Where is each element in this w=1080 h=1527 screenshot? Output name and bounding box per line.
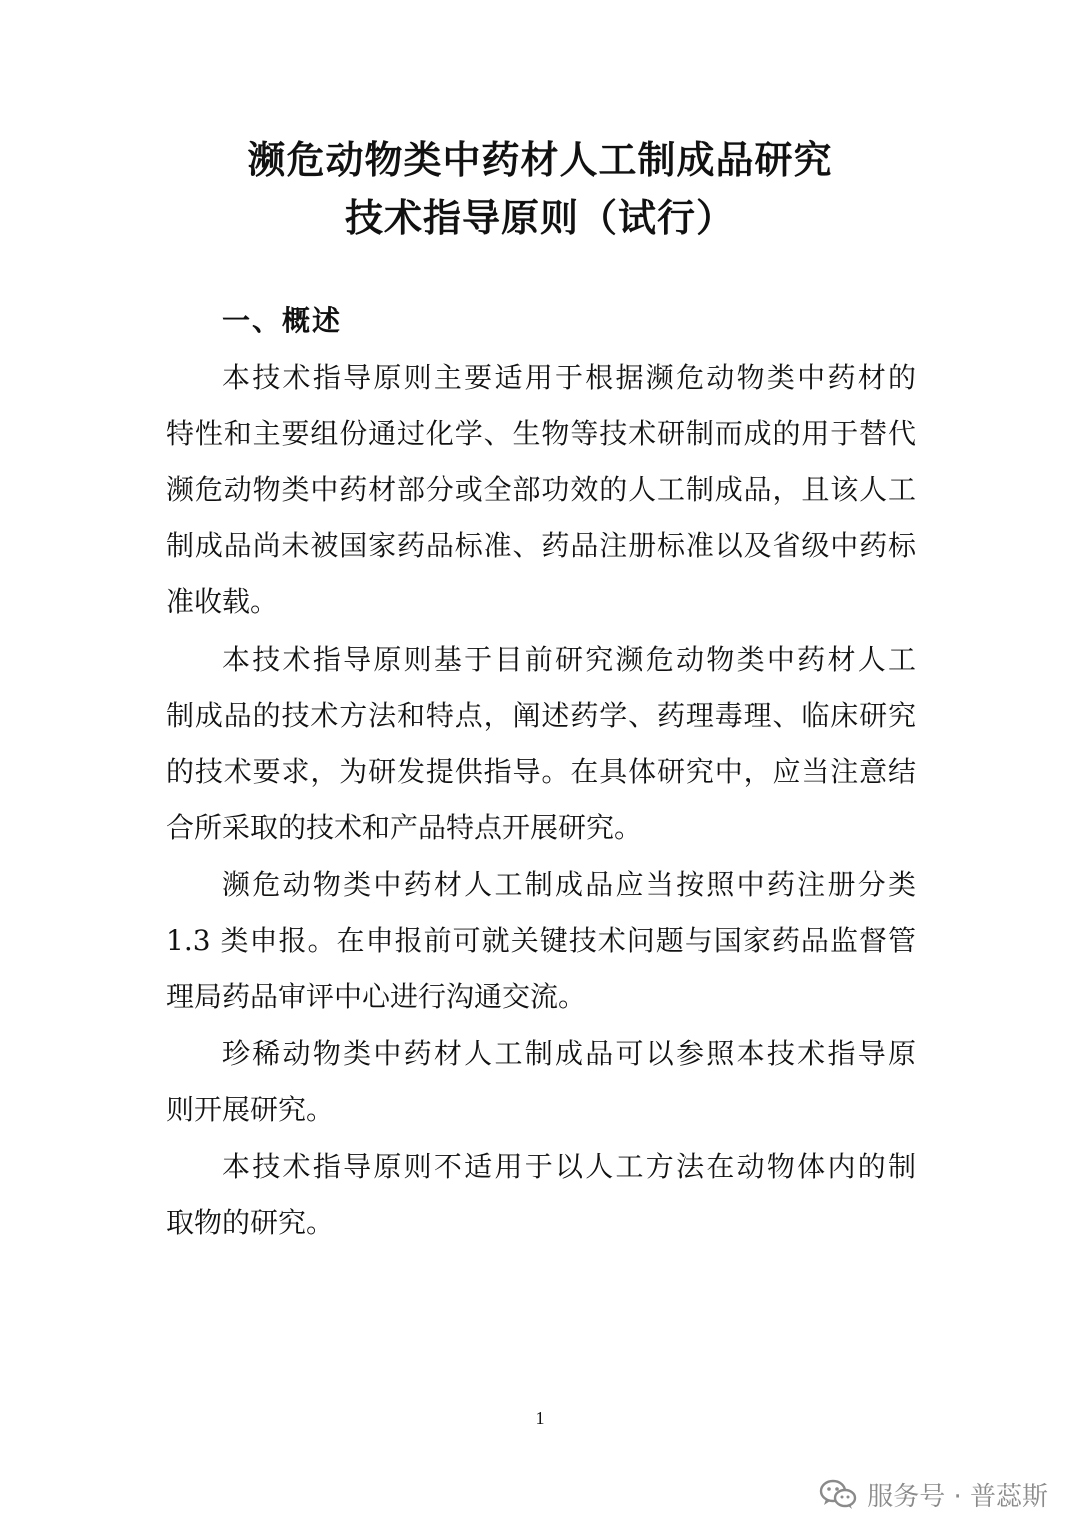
- paragraph-line: 则开展研究。: [166, 1093, 335, 1126]
- paragraph-line: 本技术指导原则不适用于以人工方法在动物体内的制: [222, 1150, 916, 1183]
- paragraph-line: 濒危动物类中药材部分或全部功效的人工制成品，且该人工: [166, 473, 916, 506]
- page-number: 1: [535, 1408, 545, 1428]
- document-title-line-2: 技术指导原则（试行）: [344, 195, 735, 240]
- paragraph-line: 取物的研究。: [166, 1206, 335, 1239]
- paragraph-line: 特性和主要组份通过化学、生物等技术研制而成的用于替代: [166, 417, 916, 450]
- section-heading: 一、概述: [222, 304, 343, 337]
- paragraph-line: 制成品尚未被国家药品标准、药品注册标准以及省级中药标: [166, 529, 916, 562]
- paragraph-line: 合所采取的技术和产品特点开展研究。: [166, 811, 643, 844]
- paragraph-line: 本技术指导原则基于目前研究濒危动物类中药材人工: [222, 643, 916, 676]
- paragraph-line: 本技术指导原则主要适用于根据濒危动物类中药材的: [222, 361, 916, 394]
- paragraph-line: 准收载。: [166, 585, 279, 618]
- paragraph-line: 濒危动物类中药材人工制成品应当按照中药注册分类: [222, 868, 916, 901]
- paragraph-line: 制成品的技术方法和特点，阐述药学、药理毒理、临床研究: [166, 699, 916, 732]
- paragraph-line: 理局药品审评中心进行沟通交流。: [166, 980, 587, 1013]
- paragraph-line: 1.3 类申报。在申报前可就关键技术问题与国家药品监督管: [166, 924, 916, 957]
- paragraph-line: 的技术要求，为研发提供指导。在具体研究中，应当注意结: [166, 755, 916, 788]
- paragraph-line: 珍稀动物类中药材人工制成品可以参照本技术指导原: [222, 1037, 916, 1070]
- wechat-icon: [819, 1478, 857, 1510]
- document-title-line-1: 濒危动物类中药材人工制成品研究: [247, 137, 833, 182]
- watermark: [819, 1474, 1048, 1514]
- watermark-text: 服务号 · 普蕊斯: [867, 1481, 1048, 1512]
